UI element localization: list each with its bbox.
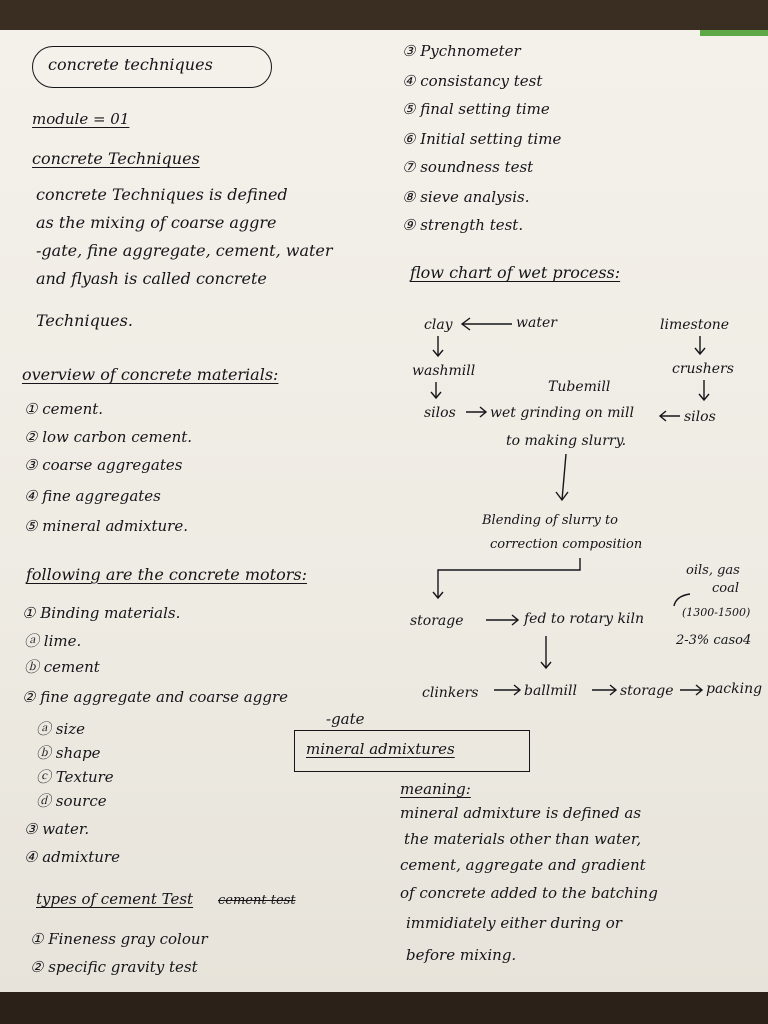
flow-node-fed-kiln: fed to rotary kiln xyxy=(524,611,644,627)
definition-line-2: as the mixing of coarse aggre xyxy=(36,213,277,232)
flow-node-limestone: limestone xyxy=(660,317,730,333)
flow-node-ballmill: ballmill xyxy=(524,683,577,699)
test-item: ③ Pychnometer xyxy=(402,42,521,60)
overview-heading: overview of concrete materials: xyxy=(22,365,279,384)
definition-line-1: concrete Techniques is defined xyxy=(36,185,288,204)
test-item: ⑥ Initial setting time xyxy=(402,130,562,148)
flow-node-making-slurry: to making slurry. xyxy=(506,433,627,449)
material-item: ② low carbon cement. xyxy=(24,428,193,446)
motor-item: ③ water. xyxy=(24,820,90,838)
types-heading-struck: cement test xyxy=(218,893,296,908)
meaning-line: of concrete added to the batching xyxy=(400,884,658,902)
flow-node-wet-grinding: wet grinding on mill xyxy=(490,405,634,421)
test-item: ⑦ soundness test xyxy=(402,158,534,176)
motor-item: ② fine aggregate and coarse aggre xyxy=(22,688,288,706)
motor-item: ⓓ source xyxy=(36,792,107,810)
flow-node-temp: (1300-1500) xyxy=(682,606,751,619)
page-title: concrete techniques xyxy=(48,55,213,74)
flow-node-packing: packing xyxy=(706,681,763,697)
motor-item: ① Binding materials. xyxy=(22,604,181,622)
motor-item: ⓑ cement xyxy=(24,658,100,676)
flow-node-clay: clay xyxy=(424,317,453,333)
meaning-heading: meaning: xyxy=(400,780,471,798)
flow-node-silos-left: silos xyxy=(424,405,456,421)
material-item: ④ fine aggregates xyxy=(24,487,161,505)
flow-node-storage: storage xyxy=(410,613,464,629)
type-item: ② specific gravity test xyxy=(30,958,198,976)
flow-heading: flow chart of wet process: xyxy=(410,263,621,282)
flow-node-oils-gas: oils, gas xyxy=(686,563,740,578)
test-item: ⑤ final setting time xyxy=(402,100,550,118)
meaning-line: mineral admixture is defined as xyxy=(400,804,642,822)
arrow-blending-storage xyxy=(438,558,580,598)
module-label: module = 01 xyxy=(32,110,130,128)
definition-line-5: Techniques. xyxy=(36,311,133,330)
arrow-fuel-kiln xyxy=(674,594,690,606)
meaning-line: the materials other than water, xyxy=(404,830,642,848)
test-item: ④ consistancy test xyxy=(402,72,543,90)
test-item: ⑧ sieve analysis. xyxy=(402,188,530,206)
meaning-line: cement, aggregate and gradient xyxy=(400,856,646,874)
test-item: ⑨ strength test. xyxy=(402,216,524,234)
flow-node-blending-1: Blending of slurry to xyxy=(482,513,619,528)
flow-node-blending-2: correction composition xyxy=(490,537,643,552)
definition-line-3: -gate, fine aggregate, cement, water xyxy=(36,241,333,260)
flow-node-water: water xyxy=(516,315,557,331)
mineral-admixture-title: mineral admixtures xyxy=(306,740,455,758)
motor-item: ⓐ lime. xyxy=(24,632,82,650)
type-item: ① Fineness gray colour xyxy=(30,930,208,948)
arrow-slurry-blending xyxy=(562,454,566,500)
flow-node-crushers: crushers xyxy=(672,361,734,377)
flow-node-gypsum: 2-3% caso4 xyxy=(676,633,752,648)
flow-node-washmill: washmill xyxy=(412,363,476,379)
motor-item: ⓒ Texture xyxy=(36,768,114,786)
motor-item: ⓐ size xyxy=(36,720,86,738)
definition-line-4: and flyash is called concrete xyxy=(36,269,267,288)
material-item: ① cement. xyxy=(24,400,104,418)
flow-node-tubemill: Tubemill xyxy=(548,379,611,395)
material-item: ③ coarse aggregates xyxy=(24,456,183,474)
section-heading: concrete Techniques xyxy=(32,149,200,168)
flow-node-coal: coal xyxy=(712,581,740,596)
types-heading: types of cement Test xyxy=(36,890,194,908)
meaning-line: before mixing. xyxy=(406,946,517,964)
motor-item: ⓑ shape xyxy=(36,744,101,762)
meaning-line: immidiately either during or xyxy=(406,914,622,932)
motor-item: -gate xyxy=(326,710,365,728)
motors-heading: following are the concrete motors: xyxy=(26,565,307,584)
flow-node-storage-2: storage xyxy=(620,683,674,699)
motor-item: ④ admixture xyxy=(24,848,120,866)
material-item: ⑤ mineral admixture. xyxy=(24,517,188,535)
flow-node-clinkers: clinkers xyxy=(422,685,479,701)
flow-node-silos-right: silos xyxy=(684,409,716,425)
